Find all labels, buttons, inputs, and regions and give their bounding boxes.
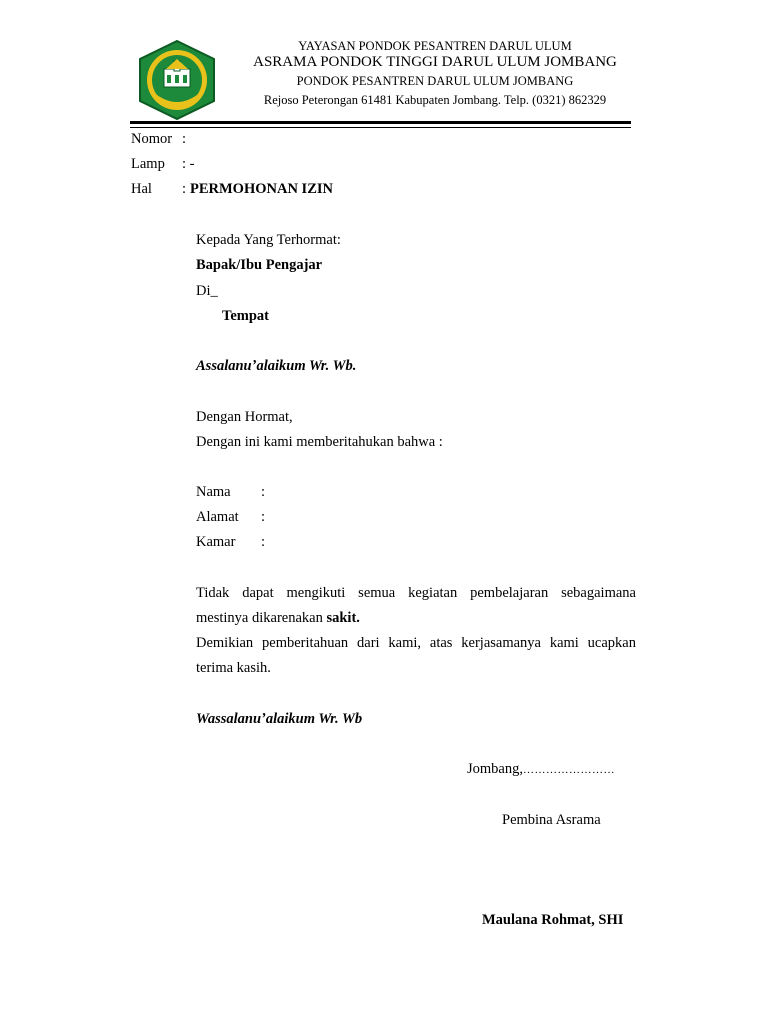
lamp-label: Lamp xyxy=(131,156,165,172)
lamp-value: : - xyxy=(182,156,195,172)
paragraph-2-line-2: terima kasih. xyxy=(196,660,271,676)
opening-greeting: Assalanuʼalaikum Wr. Wb. xyxy=(196,358,357,374)
letterhead-name: ASRAMA PONDOK TINGGI DARUL ULUM JOMBANG xyxy=(253,54,617,70)
letterhead-divider-thin xyxy=(130,127,631,128)
hal-value: PERMOHONAN IZIN xyxy=(190,181,333,197)
nomor-value: : xyxy=(182,131,187,147)
recipient-place: Tempat xyxy=(222,308,269,324)
signature-place: Jombang, xyxy=(467,761,523,777)
letterhead-address: Rejoso Peterongan 61481 Kabupaten Jombang. Telp. (0321) 862329 xyxy=(263,93,607,107)
paragraph-1-line-2-text: mestinya dikarenakan xyxy=(196,610,323,626)
hal-colon: : xyxy=(182,181,187,197)
recipient-salutation: Kepada Yang Terhormat: xyxy=(196,232,341,248)
letterhead-institution: PONDOK PESANTREN DARUL ULUM JOMBANG xyxy=(296,74,574,88)
signature-name: Maulana Rohmat, SHI xyxy=(482,912,624,928)
field-nama-label: Nama xyxy=(196,484,231,500)
letterhead-foundation: YAYASAN PONDOK PESANTREN DARUL ULUM xyxy=(298,39,572,53)
intro-line: Dengan ini kami memberitahukan bahwa : xyxy=(196,434,443,450)
nomor-label: Nomor xyxy=(131,131,173,147)
signature-place-date xyxy=(467,761,615,778)
signature-date-dots: …………………… xyxy=(522,764,615,776)
field-alamat-label: Alamat xyxy=(196,509,239,525)
darul-ulum-logo xyxy=(136,39,218,121)
paragraph-1-reason: sakit. xyxy=(326,610,360,626)
field-kamar-colon: : xyxy=(261,534,266,550)
field-nama-colon: : xyxy=(261,484,266,500)
letterhead-divider-thick xyxy=(130,121,631,124)
paragraph-1-line-2 xyxy=(196,610,360,627)
field-alamat-colon: : xyxy=(261,509,266,525)
paragraph-1-line-1: Tidak dapat mengikuti semua kegiatan pembelajaran sebagaimana xyxy=(196,585,636,601)
signature-role: Pembina Asrama xyxy=(502,812,601,828)
field-kamar-label: Kamar xyxy=(196,534,236,550)
paragraph-2-line-1: Demikian pemberitahuan dari kami, atas kerjasamanya kami ucapkan xyxy=(196,635,636,651)
closing-greeting: Wassalanuʼalaikum Wr. Wb xyxy=(196,711,363,727)
recipient-di: Di_ xyxy=(196,283,218,299)
hal-label: Hal xyxy=(131,181,152,197)
recipient-name: Bapak/Ibu Pengajar xyxy=(196,257,323,273)
respect-line: Dengan Hormat, xyxy=(196,409,293,425)
